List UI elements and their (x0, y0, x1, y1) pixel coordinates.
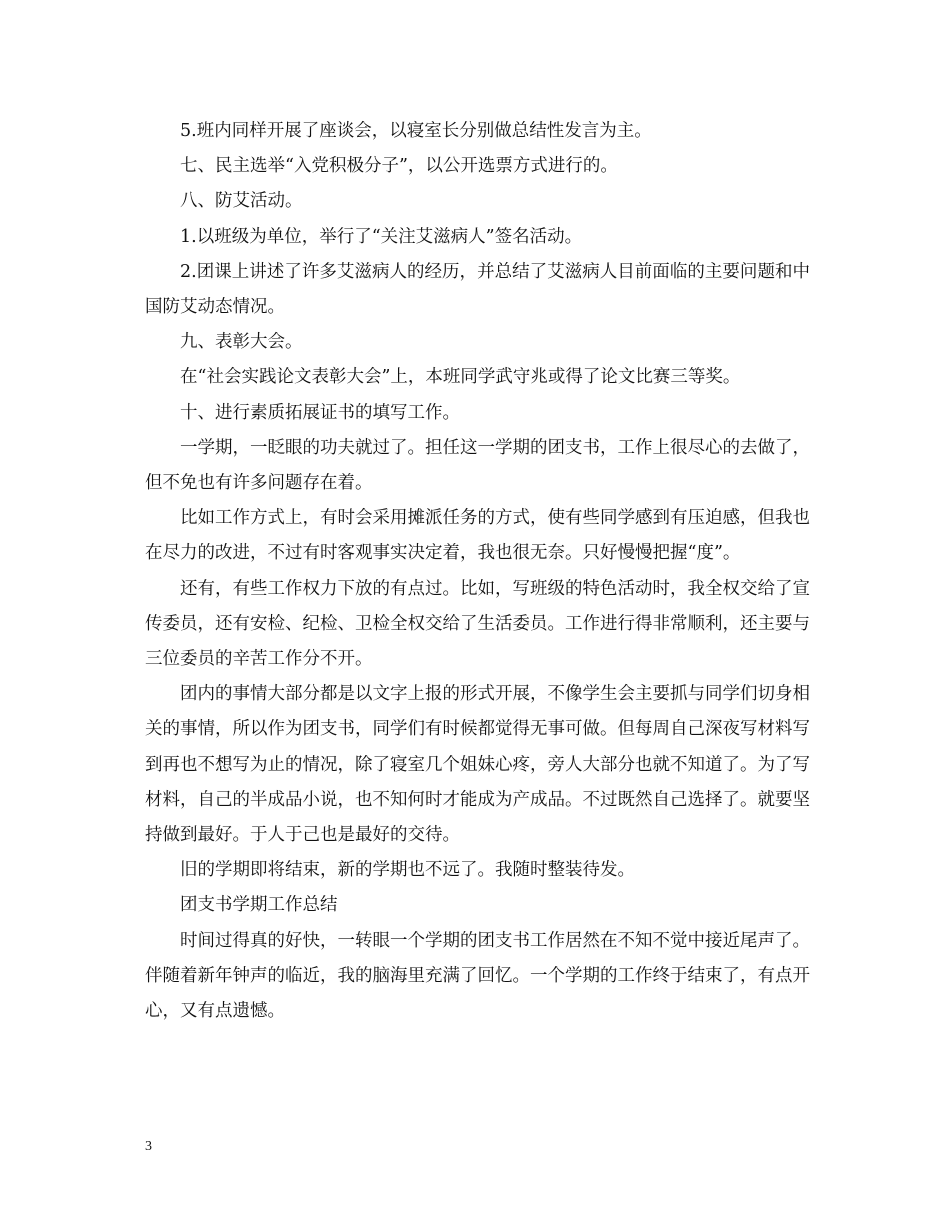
paragraph: 还有，有些工作权力下放的有点过。比如，写班级的特色活动时，我全权交给了宣传委员，还有安检、纪检、卫检全权交给了生活委员。工作进行得非常顺利，还主要与三位委员的辛苦工作分不开。 (145, 578, 810, 670)
page-number: 3 (145, 1139, 152, 1154)
paragraph: 旧的学期即将结束，新的学期也不远了。我随时整装待发。 (180, 860, 635, 881)
document-body (145, 114, 810, 1029)
paragraph-heading: 七、民主选举“入党积极分子”，以公开选票方式进行的。 (180, 156, 618, 177)
paragraph-item: 5.班内同样开展了座谈会，以寝室长分别做总结性发言为主。 (180, 121, 652, 141)
paragraph: 团内的事情大部分都是以文字上报的形式开展，不像学生会主要抓与同学们切身相关的事情，所以作为团支书，同学们有时候都觉得无事可做。但每周自己深夜写材料写到再也不想写为止的情况，除了寝室几个姐妹心疼，旁人大部分也就不知道了。为了写材料，自己的半成品小说，也不知何时才能成为产成品。不过既然自己选择了。就要坚持做到最好。于人于己也是最好的交待。 (145, 684, 810, 846)
paragraph-heading: 八、防艾活动。 (180, 191, 303, 212)
paragraph-heading: 十、进行素质拓展证书的填写工作。 (180, 402, 460, 423)
paragraph: 一学期，一眨眼的功夫就过了。担任这一学期的团支书，工作上很尽心的去做了，但不免也有许多问题存在着。 (145, 437, 810, 494)
paragraph-item: 1.以班级为单位，举行了“关注艾滋病人”签名活动。 (180, 226, 583, 247)
paragraph: 时间过得真的好快，一转眼一个学期的团支书工作居然在不知不觉中接近尾声了。伴随着新年钟声的临近，我的脑海里充满了回忆。一个学期的工作终于结束了，有点开心，又有点遗憾。 (145, 930, 810, 1022)
section-title: 团支书学期工作总结 (180, 895, 338, 916)
paragraph-heading: 九、表彰大会。 (180, 332, 303, 353)
paragraph-item: 2.团课上讲述了许多艾滋病人的经历，并总结了艾滋病人目前面临的主要问题和中国防艾动态情况。 (145, 261, 810, 318)
paragraph: 在“社会实践论文表彰大会”上，本班同学武守兆或得了论文比赛三等奖。 (180, 367, 741, 388)
paragraph: 比如工作方式上，有时会采用摊派任务的方式，使有些同学感到有压迫感，但我也在尽力的改进，不过有时客观事实决定着，我也很无奈。只好慢慢把握“度”。 (145, 508, 810, 564)
